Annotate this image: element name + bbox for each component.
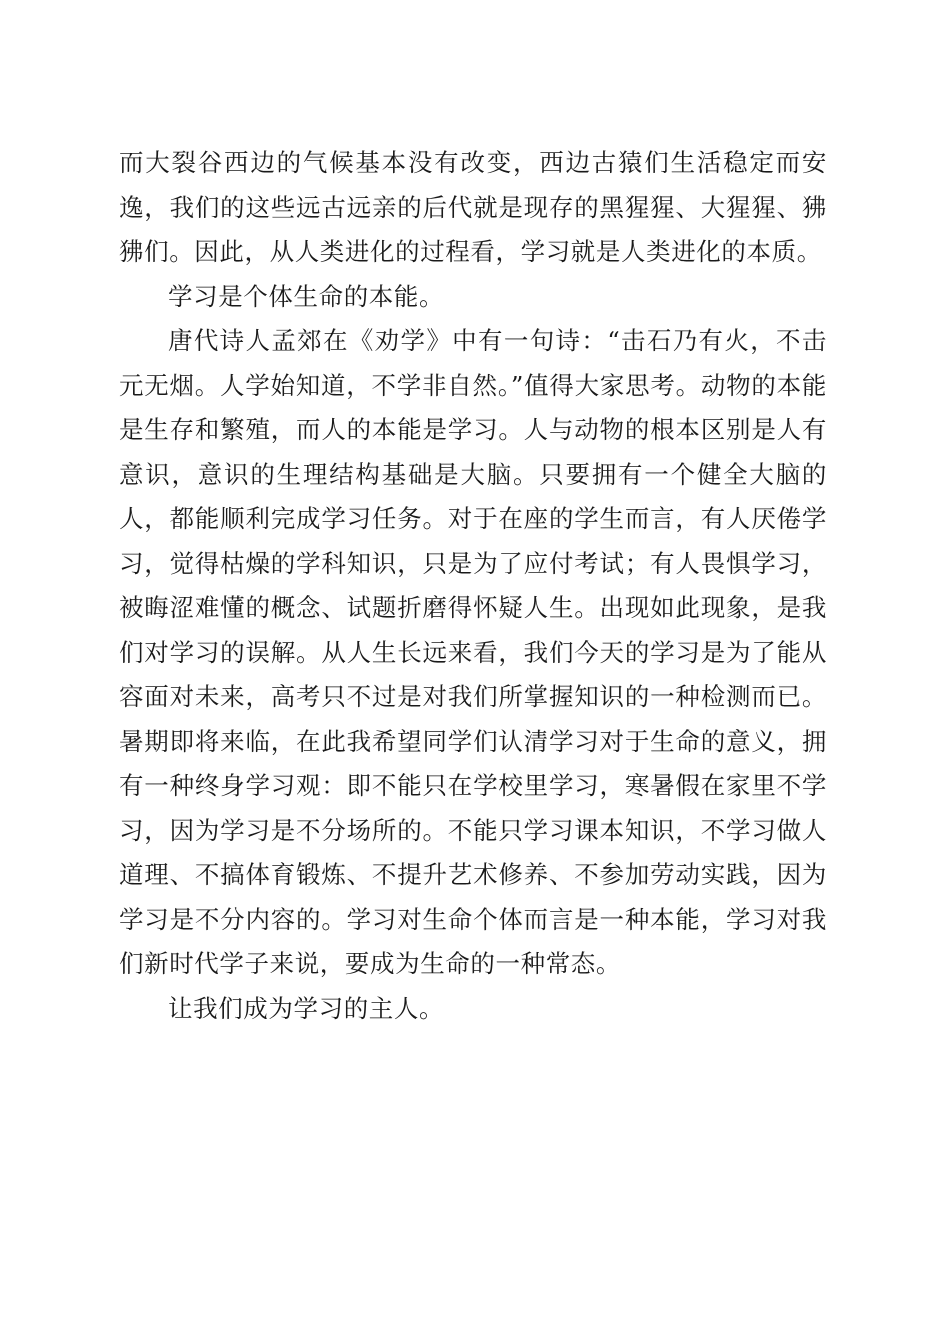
paragraph-evolution-conclusion: 而大裂谷西边的气候基本没有改变，西边古猿们生活稳定而安逸，我们的这些远古远亲的后代就是现存的黑猩猩、大猩猩、狒狒们。因此，从人类进化的过程看，学习就是人类进化的本质。 xyxy=(119,148,827,266)
paragraph-instinct-heading: 学习是个体生命的本能。 xyxy=(168,281,445,311)
document-body xyxy=(119,141,827,1031)
paragraph-learning-instinct: 唐代诗人孟郊在《劝学》中有一句诗：“击石乃有火，不击元无烟。人学始知道，不学非自然。”值得大家思考。动物的本能是生存和繁殖，而人的本能是学习。人与动物的根本区别是人有意识，意识的生理结构基础是大脑。只要拥有一个健全大脑的人，都能顺利完成学习任务。对于在座的学生而言，有人厌倦学习，觉得枯燥的学科知识，只是为了应付考试；有人畏惧学习，被晦涩难懂的概念、试题折磨得怀疑人生。出现如此现象，是我们对学习的误解。从人生长远来看，我们今天的学习是为了能从容面对未来，高考只不过是对我们所掌握知识的一种检测而已。暑期即将来临，在此我希望同学们认清学习对于生命的意义，拥有一种终身学习观：即不能只在学校里学习，寒暑假在家里不学习，因为学习是不分场所的。不能只学习课本知识，不学习做人道理、不搞体育锻炼、不提升艺术修养、不参加劳动实践，因为学习是不分内容的。学习对生命个体而言是一种本能，学习对我们新时代学子来说，要成为生命的一种常态。 xyxy=(119,326,827,978)
paragraph-closing: 让我们成为学习的主人。 xyxy=(168,993,445,1023)
